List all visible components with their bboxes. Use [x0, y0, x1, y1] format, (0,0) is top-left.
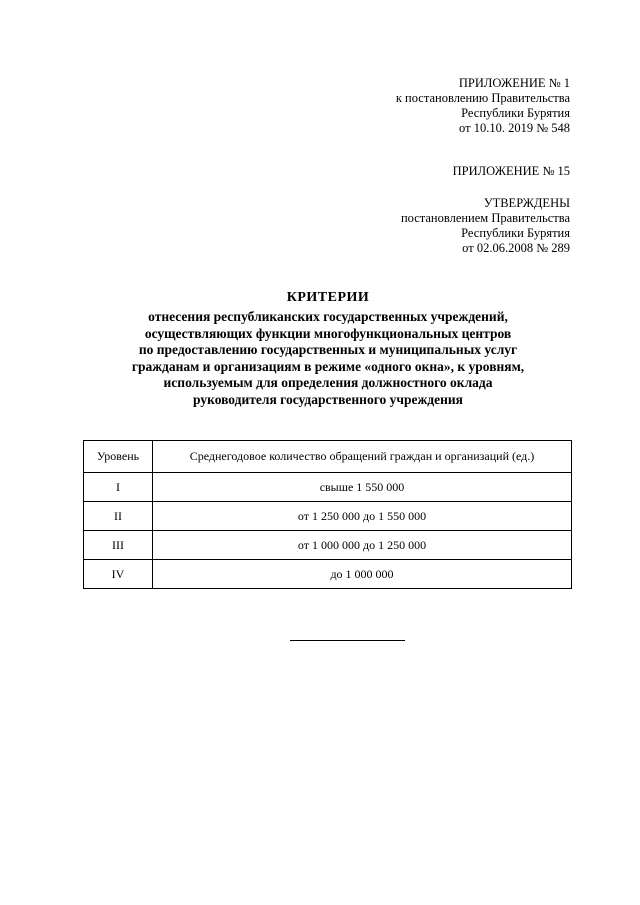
table-row [84, 531, 572, 560]
level-cell: I [84, 473, 153, 502]
subtitle-line: по предоставлению государственных и муниципальных услуг [138, 342, 518, 357]
approved-label: УТВЕРЖДЕНЫ [483, 196, 570, 210]
appendix-1-republic: Республики Бурятия [461, 106, 570, 120]
approved-date-number: от 02.06.2008 № 289 [462, 241, 570, 255]
requests-cell: свыше 1 550 000 [153, 473, 572, 502]
document-subtitle [80, 309, 576, 408]
approved-republic: Республики Бурятия [461, 226, 570, 240]
requests-cell: до 1 000 000 [153, 560, 572, 589]
level-cell: IV [84, 560, 153, 589]
appendix-1-header [396, 76, 570, 136]
requests-cell: от 1 000 000 до 1 250 000 [153, 531, 572, 560]
end-divider-line [290, 640, 405, 641]
header-level: Уровень [84, 441, 153, 473]
table-row [84, 502, 572, 531]
criteria-table [83, 440, 572, 589]
level-cell: II [84, 502, 153, 531]
approved-block [401, 196, 570, 256]
table-row [84, 473, 572, 502]
subtitle-line: отнесения республиканских государственных учреждений, [148, 309, 508, 324]
appendix-15-label: ПРИЛОЖЕНИЕ № 15 [452, 164, 570, 178]
appendix-1-label: ПРИЛОЖЕНИЕ № 1 [458, 76, 570, 90]
appendix-15-header [453, 164, 570, 179]
requests-cell: от 1 250 000 до 1 550 000 [153, 502, 572, 531]
table-header-row [84, 441, 572, 473]
header-annual-requests: Среднегодовое количество обращений граждан и организаций (ед.) [153, 441, 572, 473]
subtitle-line: гражданам и организациям в режиме «одного окна», к уровням, [131, 358, 525, 374]
document-title: КРИТЕРИИ [286, 290, 370, 305]
table-row [84, 560, 572, 589]
subtitle-line: используемым для определения должностного оклада [163, 375, 493, 390]
appendix-1-date-number: от 10.10. 2019 № 548 [459, 121, 570, 135]
subtitle-line: осуществляющих функции многофункциональных центров [144, 325, 512, 341]
appendix-1-to-resolution: к постановлению Правительства [395, 91, 570, 105]
level-cell: III [84, 531, 153, 560]
subtitle-line: руководителя государственного учреждения [193, 391, 463, 407]
approved-by-resolution: постановлением Правительства [400, 211, 570, 225]
